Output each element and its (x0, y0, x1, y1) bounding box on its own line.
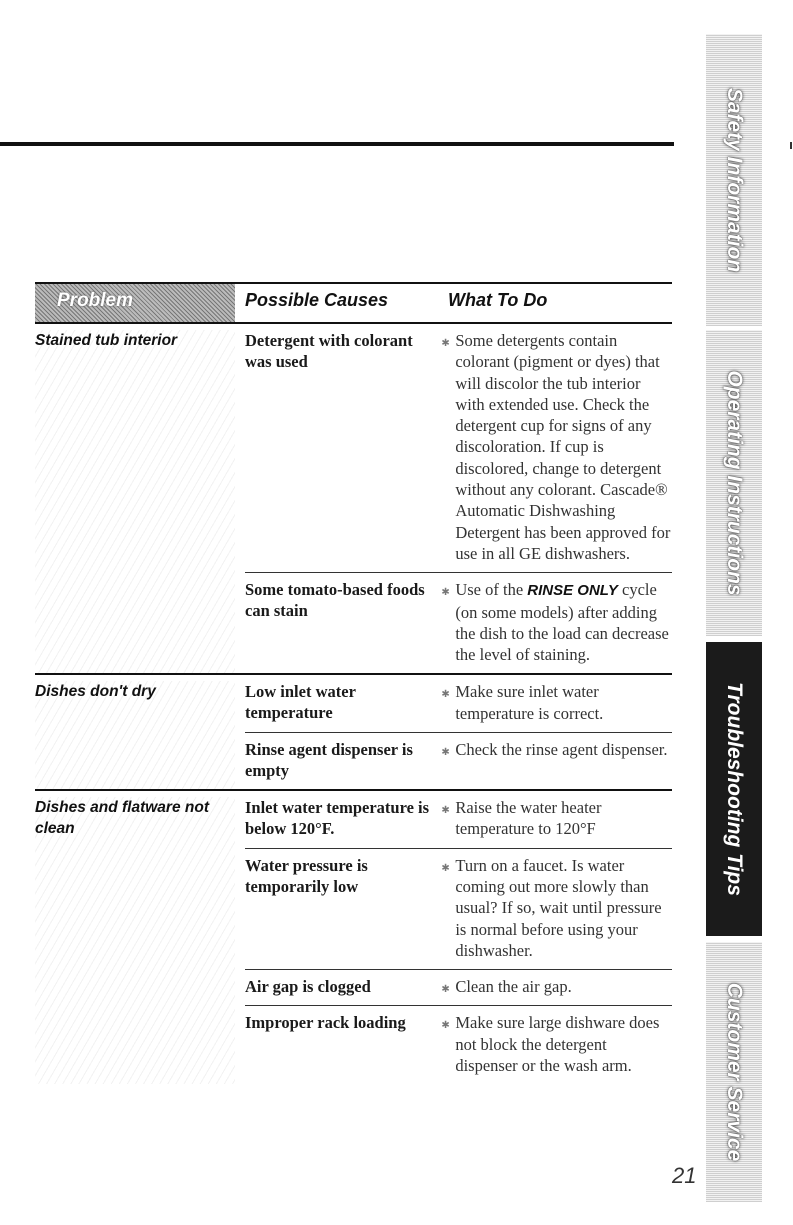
remedy-cell (441, 855, 672, 961)
problem-group-stained (35, 324, 672, 675)
cause-text: Some tomato-based foods can stain (245, 580, 425, 621)
remedy-text-post: cycle (on some models) after adding the dish to the load can decrease the level of staining. (455, 580, 669, 665)
bullet-icon: ✱ (441, 689, 450, 701)
remedy-text-pre: Use of the (455, 580, 528, 600)
header-problem: Problem (57, 290, 134, 311)
tab-safety-information[interactable] (706, 34, 762, 326)
cause-text: Inlet water temperature is below 120°F. (245, 798, 430, 839)
problem-title: Dishes and flatware not clean (35, 797, 235, 1084)
table-row (245, 573, 672, 673)
remedy-text: Some detergents contain colorant (pigment or dyes) that will discolor the tub interior with extended use. Check the detergent cup for signs of any discoloration. If cup is discolored, change to detergent without any colorant. Cascade® Automatic Dishwashing Detergent has been approved for use in all GE dishwashers. (455, 331, 671, 563)
tab-troubleshooting-tips[interactable] (706, 642, 762, 936)
table-row (245, 849, 672, 970)
tab-customer-service[interactable] (706, 942, 762, 1202)
tab-label: Troubleshooting Tips (723, 682, 746, 896)
cause-text: Water pressure is temporarily low (245, 855, 368, 896)
edge-tick (790, 142, 792, 149)
remedy-cell (441, 330, 672, 564)
problem-title: Dishes don't dry (35, 681, 235, 789)
remedy-text: Make sure large dishware does not block the detergent dispenser or the wash arm. (455, 1013, 660, 1076)
cause-text: Rinse agent dispenser is empty (245, 740, 413, 781)
remedy-cell (441, 1012, 672, 1076)
page-number: 21 (672, 1163, 697, 1188)
tab-label: Safety Information (723, 87, 746, 273)
troubleshooting-table (35, 282, 672, 1084)
top-rule (0, 142, 674, 146)
bullet-icon: ✱ (441, 1020, 450, 1032)
remedy-cell (441, 976, 672, 997)
remedy-cell (441, 739, 672, 781)
cause-text: Improper rack loading (245, 1013, 406, 1033)
remedy-text: Raise the water heater temperature to 120°F (455, 798, 602, 839)
table-row (245, 970, 672, 1006)
table-row (245, 733, 672, 789)
tab-label: Customer Service (723, 982, 746, 1162)
header-problem-cell (35, 284, 235, 322)
bullet-icon: ✱ (441, 984, 450, 996)
remedy-text: Clean the air gap. (455, 977, 572, 997)
bullet-icon: ✱ (441, 747, 450, 759)
header-causes: Possible Causes (245, 290, 389, 310)
table-header (35, 282, 672, 324)
bullet-icon: ✱ (441, 862, 450, 874)
header-todo: What To Do (448, 290, 548, 310)
cause-text: Detergent with colorant was used (245, 331, 413, 371)
bullet-icon: ✱ (441, 805, 450, 817)
tab-operating-instructions[interactable] (706, 330, 762, 636)
remedy-text: Turn on a faucet. Is water coming out more slowly than usual? If so, wait until pressure is normal before using your dishwasher. (455, 855, 662, 960)
table-row (245, 324, 672, 573)
remedy-text: Check the rinse agent dispenser. (455, 740, 668, 760)
cause-text: Low inlet water temperature (245, 682, 356, 723)
problem-title: Stained tub interior (35, 330, 235, 673)
remedy-text: Make sure inlet water temperature is correct. (455, 682, 604, 723)
remedy-cell (441, 797, 672, 840)
table-row (245, 675, 672, 733)
cause-text: Air gap is clogged (245, 977, 371, 997)
table-row (245, 791, 672, 849)
rinse-only-label: RINSE ONLY (527, 582, 618, 600)
problem-group-not-clean (35, 791, 672, 1084)
tab-label: Operating Instructions (723, 370, 746, 596)
problem-group-dry (35, 675, 672, 791)
remedy-cell (441, 681, 672, 724)
bullet-icon: ✱ (441, 587, 450, 599)
bullet-icon: ✱ (441, 338, 450, 349)
table-row (245, 1006, 672, 1084)
remedy-cell (441, 579, 672, 665)
